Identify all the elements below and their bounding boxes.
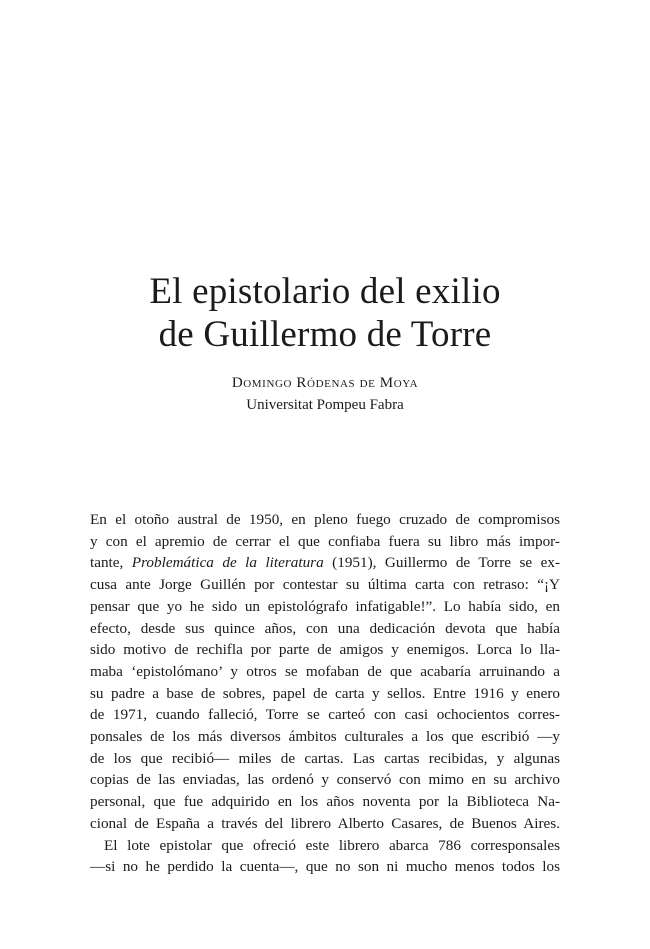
text-line: maba ‘epistolómano’ y otros se mofaban de que acabaría arruinando a [90,662,560,680]
chapter-title-line-2: de Guillermo de Torre [158,314,492,355]
text-line: ponsales de los más diversos ámbitos culturales a los que escribió —y [90,728,560,746]
text-line: pensar que yo he sido un epistológrafo infatigable!”. Lo había sido, en [90,597,560,615]
text-line: personal, que fue adquirido en los años noventa por la Biblioteca Na- [90,793,560,811]
text-line-paragraph-start: El lote epistolar que ofreció este librero abarca 786 corresponsales [104,836,560,854]
text-line: de los que recibió— miles de cartas. Las cartas recibidas, y algunas [90,749,560,767]
author-affiliation: Universitat Pompeu Fabra [246,397,404,413]
text-fragment: tante, [90,554,132,572]
text-line: sido motivo de rechifla por parte de amigos y enemigos. Lorca lo lla- [90,641,560,659]
chapter-title-line-1: El epistolario del exilio [149,271,501,312]
text-fragment: (1951), Guillermo de Torre se ex- [323,554,561,572]
text-line: En el otoño austral de 1950, en pleno fuego cruzado de compromisos [90,511,560,528]
text-line: efecto, desde sus quince años, con una dedicación devota que había [90,619,560,637]
text-line: —si no he perdido la cuenta—, que no son ni mucho menos todos los [90,858,560,876]
text-line: cional de España a través del librero Alberto Casares, de Buenos Aires. [90,814,560,832]
text-line-with-book-title [90,552,560,574]
author-block [0,372,650,416]
body-text [90,509,560,878]
chapter-title [0,270,650,356]
text-line: su padre a base de sobres, papel de carta y sellos. Entre 1916 y enero [90,684,560,702]
text-line: copias de las enviadas, las ordenó y conservó con mimo en su archivo [90,771,560,789]
text-line: cusa ante Jorge Guillén por contestar su última carta con retraso: “¡Y [90,576,560,594]
text-line: y con el apremio de cerrar el que confiaba fuera su libro más impor- [90,532,560,550]
book-title: Problemática de la literatura [131,554,324,572]
text-line: de 1971, cuando falleció, Torre se carteó con casi ochocientos corres- [90,706,560,724]
author-name: Domingo Ródenas de Moya [231,375,419,391]
